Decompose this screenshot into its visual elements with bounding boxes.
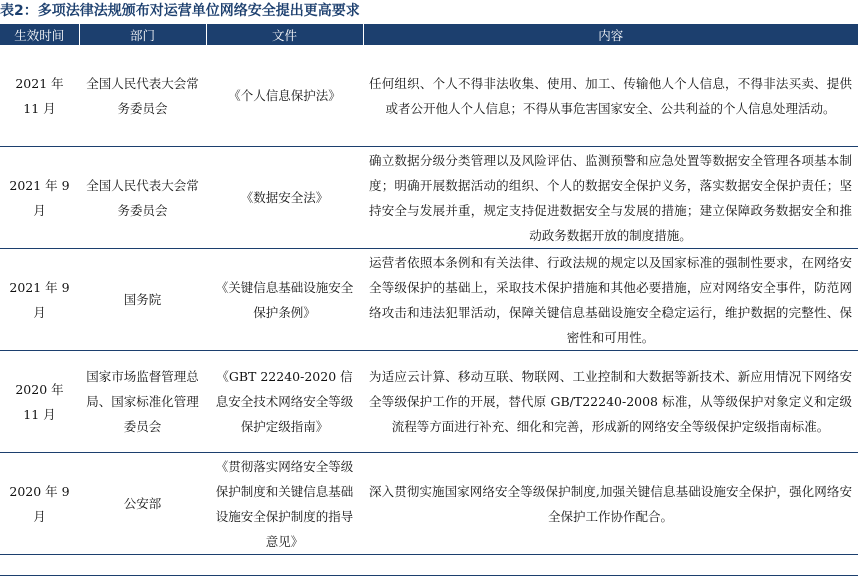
- cell-content: 任何组织、个人不得非法收集、使用、加工、传输他人个人信息，不得非法买卖、提供或者公开他人个人信息；不得从事危害国家安全、公共利益的个人信息处理活动。: [363, 45, 858, 147]
- column-header-date: 生效时间: [0, 24, 79, 45]
- cell-date: 2021 年 9 月: [0, 147, 79, 249]
- cell-date: [0, 555, 79, 576]
- cell-department: 全国人民代表大会常务委员会: [79, 45, 206, 147]
- cell-content: 运营者依照本条例和有关法律、行政法规的规定以及国家标准的强制性要求，在网络安全等级保护的基础上，采取技术保护措施和其他必要措施，应对网络安全事件，防范网络攻击和违法犯罪活动，保障关键信息基础设施安全稳定运行，维护数据的完整性、保密性和可用性。: [363, 249, 858, 351]
- cell-department: 全国人民代表大会常务委员会: [79, 147, 206, 249]
- cell-document: 《贯彻落实网络安全等级保护制度和关键信息基础设施安全保护制度的指导意见》: [206, 453, 363, 555]
- table-row: [0, 249, 858, 351]
- cell-department: 公安部: [79, 453, 206, 555]
- cell-date: 2021 年 9 月: [0, 249, 79, 351]
- cell-content: 为适应云计算、移动互联、物联网、工业控制和大数据等新技术、新应用情况下网络安全等级保护工作的开展，替代原 GB/T22240-2008 标准，从等级保护对象定义和定级流程等方面进行补充、细化和完善，形成新的网络安全等级保护定级指南标准。: [363, 351, 858, 453]
- cell-content: 深入贯彻实施国家网络安全等级保护制度,加强关键信息基础设施安全保护，强化网络安全保护工作协作配合。: [363, 453, 858, 555]
- table-title: 表2：多项法律法规颁布对运营单位网络安全提出更高要求: [0, 3, 360, 19]
- cell-department: [79, 555, 206, 576]
- table-row: [0, 45, 858, 147]
- cell-date: 2020 年 9 月: [0, 453, 79, 555]
- table-row: [0, 453, 858, 555]
- cell-document: 《个人信息保护法》: [206, 45, 363, 147]
- cell-document: 《GBT 22240-2020 信息安全技术网络安全等级保护定级指南》: [206, 351, 363, 453]
- cell-date: 2020 年 11 月: [0, 351, 79, 453]
- cell-document: [206, 555, 363, 576]
- table-row-cut-off: [0, 555, 858, 576]
- table-row: [0, 147, 858, 249]
- cell-content: 确立数据分级分类管理以及风险评估、监测预警和应急处置等数据安全管理各项基本制度；明确开展数据活动的组织、个人的数据安全保护义务，落实数据安全保护责任；坚持安全与发展并重，规定支持促进数据安全与发展的措施；建立保障政务数据安全和推动政务数据开放的制度措施。: [363, 147, 858, 249]
- column-header-content: 内容: [363, 24, 858, 45]
- column-header-document: 文件: [206, 24, 363, 45]
- cell-date: 2021 年 11 月: [0, 45, 79, 147]
- column-header-department: 部门: [79, 24, 206, 45]
- cell-department: 国务院: [79, 249, 206, 351]
- cell-content: [363, 555, 858, 576]
- regulations-table: [0, 24, 858, 576]
- cell-document: 《数据安全法》: [206, 147, 363, 249]
- cell-document: 《关键信息基础设施安全保护条例》: [206, 249, 363, 351]
- table-row: [0, 351, 858, 453]
- table-header-row: [0, 24, 858, 45]
- cell-department: 国家市场监督管理总局、国家标准化管理委员会: [79, 351, 206, 453]
